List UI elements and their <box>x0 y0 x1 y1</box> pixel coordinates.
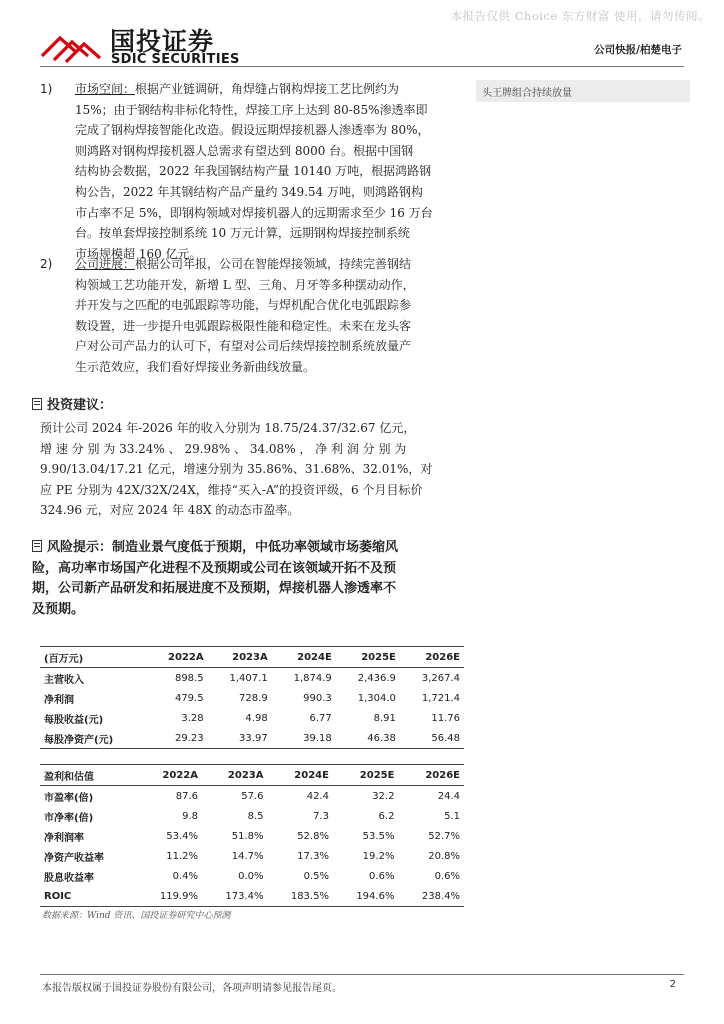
sidebar-note-text: 头王牌组合持续放量 <box>482 88 572 99</box>
table-header-row <box>40 765 464 786</box>
table-cell: 17.3% <box>297 850 329 862</box>
risk-line: 风险提示：制造业景气度低于预期，中低功率领域市场萎缩风 <box>47 540 399 555</box>
invest-line: 9.90/13.04/17.21 亿元，增速分别为 35.86%、31.68%、32.01%，对 <box>40 462 433 476</box>
table-header-cell: 2022A <box>137 765 202 786</box>
point-1-line: 台。按单套焊接控制系统 10 万元计算，远期钢构焊接控制系统 <box>75 226 410 241</box>
point-1-line: 15%；由于钢结构非标化特性，焊接工序上达到 80-85%渗透率即 <box>75 102 428 117</box>
page-number: 2 <box>669 979 676 990</box>
table-cell: 57.6 <box>241 790 264 802</box>
table-cell: 6.77 <box>309 712 332 724</box>
table-cell: 8.91 <box>373 712 396 724</box>
point-2-line: 构领域工艺功能开发，新增 L 型、三角、月牙等多种摆动动作， <box>75 277 415 292</box>
table-cell: 0.0% <box>238 870 264 882</box>
table-cell: 39.18 <box>272 728 336 749</box>
point-2-number: 2) <box>40 257 53 271</box>
point-1-line: 市占率不足 5%，即钢构领域对焊接机器人的远期需求至少 16 万台 <box>75 205 433 220</box>
invest-title-text: 投资建议： <box>47 398 113 413</box>
table-cell: 51.8% <box>231 830 264 842</box>
table-row <box>40 728 464 749</box>
point-1-line: 市场规模超 160 亿元。 <box>75 246 202 261</box>
invest-line: 324.96 元，对应 2024 年 48X 的动态市盈率。 <box>40 503 300 517</box>
table-cell: 173.4% <box>202 886 267 907</box>
table-cell: 市净率(倍) <box>44 812 94 824</box>
table-header-cell: 2022A <box>147 647 208 668</box>
table-row <box>40 668 464 689</box>
table-cell: 0.6% <box>369 870 395 882</box>
table-cell: 6.2 <box>378 810 395 822</box>
table-header-cell: 盈利和估值 <box>40 765 137 786</box>
point-1-paragraph <box>75 79 467 264</box>
document-icon <box>32 540 42 552</box>
watermark: 本报告仅供 Choice 东方财富 使用，请勿传阅。 <box>450 9 710 23</box>
table-cell: 52.7% <box>428 830 460 842</box>
table-cell: ROIC <box>40 886 137 907</box>
point-2-line: 生示范效应，我们看好焊接业务新曲线放量。 <box>75 359 316 374</box>
table-cell: 净利润率 <box>44 832 84 844</box>
table-row <box>40 786 464 807</box>
point-2-line: 根据公司年报，公司在智能焊接领域，持续完善钢结 <box>135 257 412 271</box>
table-cell: 479.5 <box>174 692 204 704</box>
table-cell: 0.4% <box>172 870 198 882</box>
table-cell: 8.5 <box>247 810 264 822</box>
table-cell: 42.4 <box>306 790 329 802</box>
table-cell: 32.2 <box>372 790 395 802</box>
table-cell: 4.98 <box>245 712 268 724</box>
table-cell: 11.76 <box>431 712 460 724</box>
table-header-cell: 2023A <box>208 647 272 668</box>
footer-disclaimer: 本报告版权属于国投证券股份有限公司，各项声明请参见报告尾页。 <box>42 983 342 994</box>
table-header-row <box>40 647 464 668</box>
financial-table <box>40 646 464 749</box>
table-cell: 52.8% <box>297 830 329 842</box>
point-1-line: 结构协会数据，2022 年我国钢结构产量 10140 万吨，根据鸿路钢 <box>75 164 432 179</box>
header-divider <box>40 66 684 67</box>
invest-paragraph <box>40 418 464 521</box>
table-cell: 119.9% <box>137 886 202 907</box>
table-row <box>40 688 464 708</box>
table-cell: 46.38 <box>336 728 400 749</box>
table-cell: 7.3 <box>313 810 329 822</box>
table-cell: 每股收益(元) <box>44 714 104 726</box>
table-header-cell: 2026E <box>400 647 464 668</box>
table-cell: 0.6% <box>434 870 460 882</box>
point-1-line: 根据产业链调研，角焊缝占钢构焊接工艺比例约为 <box>135 82 400 96</box>
table-cell: 1,874.9 <box>293 672 332 684</box>
table-cell: 24.4 <box>437 790 460 802</box>
table-header-cell: 2025E <box>333 765 398 786</box>
point-2-label: 公司进展： <box>75 257 136 271</box>
brand-logo <box>40 22 240 68</box>
valuation-table <box>40 764 464 907</box>
table-cell: 33.97 <box>208 728 272 749</box>
table-cell: 728.9 <box>239 692 268 704</box>
point-1-number: 1) <box>40 82 53 96</box>
point-2-line: 数设置，进一步提升电弧跟踪极限性能和稳定性。未来在龙头客 <box>75 318 412 333</box>
invest-line: 应 PE 分别为 42X/32X/24X，维持“买入-A”的投资评级，6 个月目标价 <box>40 482 423 497</box>
table-cell: 每股净资产(元) <box>40 728 147 749</box>
table-cell: 53.5% <box>362 830 395 842</box>
table-cell: 3.28 <box>181 712 204 724</box>
table-header-cell: 2025E <box>336 647 400 668</box>
table-cell: 3,267.4 <box>421 672 460 684</box>
table-cell: 19.2% <box>362 850 395 862</box>
table-cell: 87.6 <box>175 790 198 802</box>
point-1-line: 构公告，2022 年其钢结构产品产量约 349.54 万吨，则鸿路钢构 <box>75 184 423 199</box>
brand-name-cn: 国投证券 <box>110 27 215 56</box>
table-header-cell: 2023A <box>202 765 267 786</box>
risk-line: 期，公司新产品研发和拓展进度不及预期，焊接机器人渗透率不 <box>32 581 397 596</box>
table-cell: 1,407.1 <box>229 672 268 684</box>
table-row <box>40 866 464 886</box>
table-cell: 9.8 <box>182 810 198 822</box>
invest-line: 增 速 分 别 为 33.24% 、 29.98% 、 34.08% ， 净 利 润 分 别 为 <box>40 441 407 456</box>
risk-paragraph <box>32 538 464 620</box>
table-cell: 194.6% <box>333 886 398 907</box>
document-icon <box>32 398 42 410</box>
table-cell: 20.8% <box>428 850 460 862</box>
table-row <box>40 806 464 826</box>
table-row <box>40 846 464 866</box>
table-header-cell: 2026E <box>398 765 464 786</box>
table-cell: 净利润 <box>44 694 74 706</box>
table-cell: 14.7% <box>231 850 264 862</box>
table-cell: 2,436.9 <box>357 672 396 684</box>
data-source-note: 数据来源：Wind 资讯、国投证券研究中心预测 <box>42 911 231 921</box>
risk-line: 险，高功率市场国产化进程不及预期或公司在该领域开拓不及预 <box>32 560 397 576</box>
table-header-cell: 2024E <box>272 647 336 668</box>
table-cell: 1,304.0 <box>357 692 396 704</box>
invest-title <box>32 394 112 413</box>
table-cell: 898.5 <box>174 672 204 684</box>
sidebar-note <box>476 80 690 102</box>
table-row <box>40 826 464 846</box>
table-cell: 1,721.4 <box>421 692 460 704</box>
table-cell: 56.48 <box>400 728 464 749</box>
brand-name-en: SDIC SECURITIES <box>111 52 240 67</box>
table-cell: 990.3 <box>303 692 332 704</box>
table-row <box>40 708 464 728</box>
point-2-paragraph <box>75 254 467 378</box>
sdic-logo-icon <box>40 26 102 64</box>
risk-line: 及预期。 <box>32 601 85 617</box>
table-cell: 11.2% <box>166 850 198 862</box>
point-1-line: 完成了钢构焊接智能化改造。假设远期焊接机器人渗透率为 80%， <box>75 123 430 138</box>
table-cell: 股息收益率 <box>44 872 94 884</box>
table-cell: 29.23 <box>147 728 208 749</box>
table-cell: 183.5% <box>267 886 332 907</box>
table-cell: 5.1 <box>444 810 460 822</box>
table-header-cell: 2024E <box>267 765 332 786</box>
point-1-label: 市场空间： <box>75 82 136 96</box>
table-cell: 市盈率(倍) <box>44 792 94 804</box>
table-row <box>40 886 464 907</box>
table-header-cell: (百万元) <box>40 647 147 668</box>
invest-line: 预计公司 2024 年-2026 年的收入分别为 18.75/24.37/32.67 亿元， <box>40 421 416 435</box>
table-cell: 238.4% <box>398 886 464 907</box>
table-cell: 净资产收益率 <box>44 852 104 864</box>
point-2-line: 并开发与之匹配的电弧跟踪等功能，与焊机配合优化电弧跟踪参 <box>75 298 412 313</box>
report-category: 公司快报/柏楚电子 <box>594 44 682 56</box>
table-cell: 0.5% <box>303 870 329 882</box>
point-1-line: 则鸿路对钢构焊接机器人总需求有望达到 8000 台。根据中国钢 <box>75 143 414 158</box>
footer-divider <box>40 974 684 975</box>
point-2-line: 户对公司产品力的认可下，有望对公司后续焊接控制系统放量产 <box>75 339 412 354</box>
table-cell: 53.4% <box>166 830 198 842</box>
table-cell: 主营收入 <box>44 674 84 686</box>
